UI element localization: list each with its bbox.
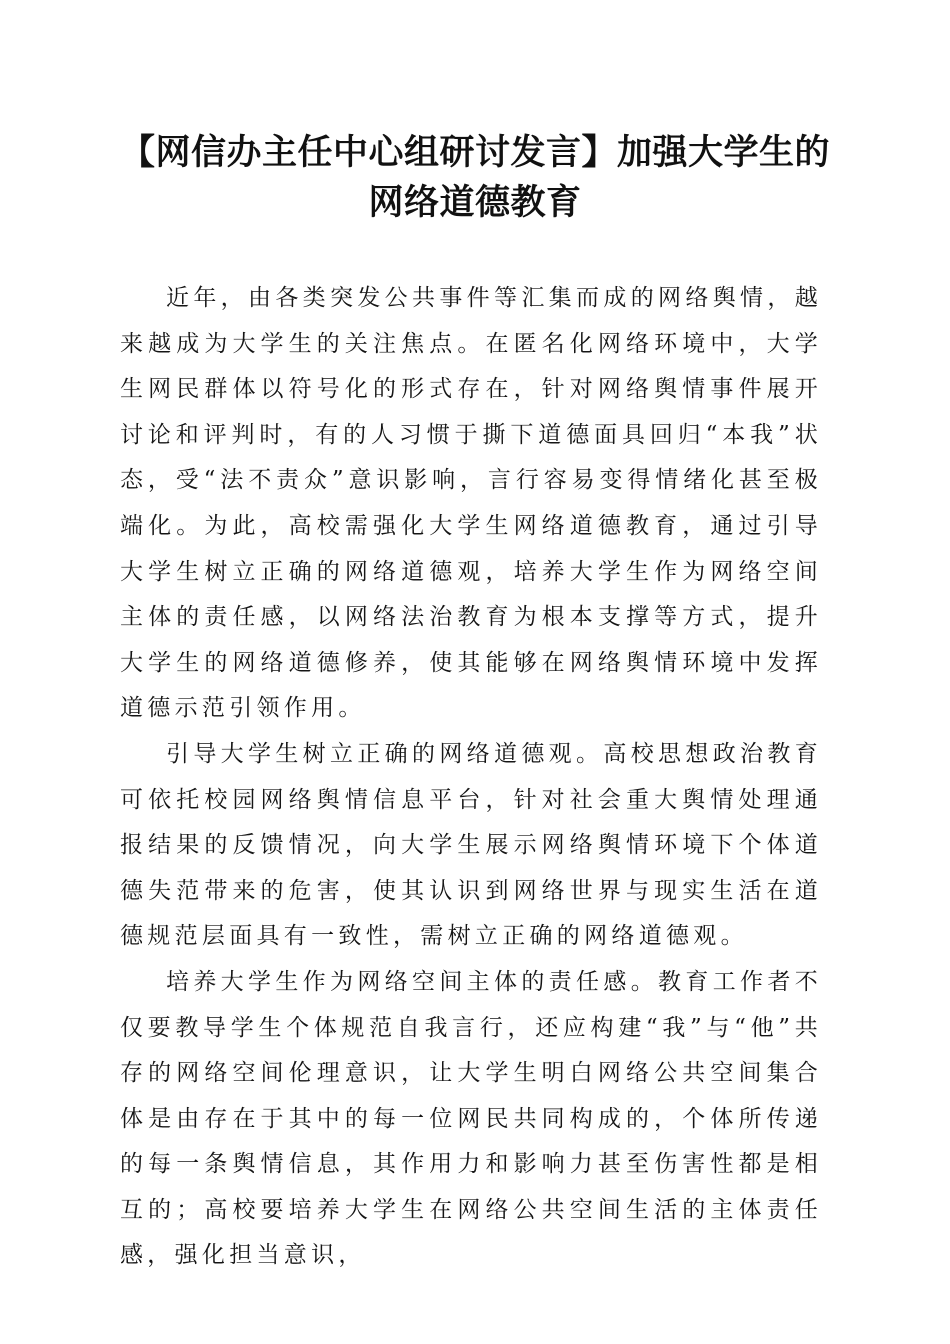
paragraph-intro: 近年，由各类突发公共事件等汇集而成的网络舆情，越来越成为大学生的关注焦点。在匿名化网络环境中，大学生网民群体以符号化的形式存在，针对网络舆情事件展开讨论和评判时，有的人习惯于撕下道德面具回归“本我”状态，受“法不责众”意识影响，言行容易变得情绪化甚至极端化。为此，高校需强化大学生网络道德教育，通过引导大学生树立正确的网络道德观，培养大学生作为网络空间主体的责任感，以网络法治教育为根本支撑等方式，提升大学生的网络道德修养，使其能够在网络舆情环境中发挥道德示范引领作用。 [120, 285, 822, 722]
document-title [110, 128, 840, 228]
document-body [120, 276, 822, 1279]
paragraph-moral-view: 引导大学生树立正确的网络道德观。高校思想政治教育可依托校园网络舆情信息平台，针对社会重大舆情处理通报结果的反馈情况，向大学生展示网络舆情环境下个体道德失范带来的危害，使其认识到网络世界与现实生活在道德规范层面具有一致性，需树立正确的网络道德观。 [120, 740, 822, 950]
paragraph-responsibility: 培养大学生作为网络空间主体的责任感。教育工作者不仅要教导学生个体规范自我言行，还应构建“我”与“他”共存的网络空间伦理意识，让大学生明白网络公共空间集合体是由存在于其中的每一位网民共同构成的，个体所传递的每一条舆情信息，其作用力和影响力甚至伤害性都是相互的；高校要培养大学生在网络公共空间生活的主体责任感，强化担当意识， [120, 968, 822, 1269]
title-line-1: 【网信办主任中心组研讨发言】加强大学生的 [119, 132, 830, 173]
title-line-2: 网络道德教育 [368, 182, 582, 223]
